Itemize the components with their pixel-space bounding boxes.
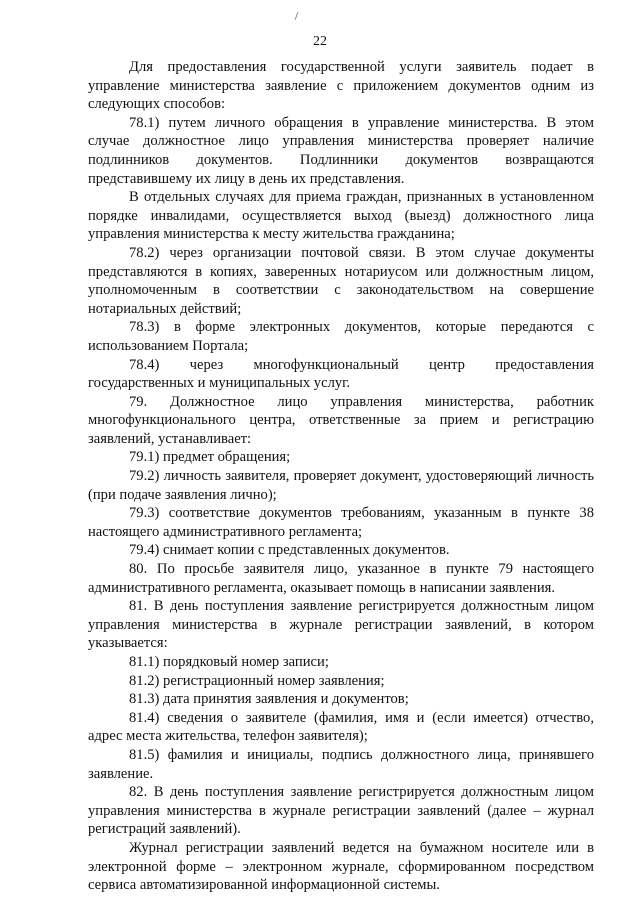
paragraph-79-1: 79.1) предмет обращения;: [129, 449, 291, 466]
paragraph-81-1: 81.1) порядковый номер записи;: [129, 654, 329, 670]
paragraph-78-2: 78.2) через организации почтовой связи. В этом случае документы представляются в копиях, заверенных нотариусом или должностным лицом, уполномоченным в соответствии с законодательством на совершение нотариальных действий;: [88, 244, 594, 317]
paragraph-81-4: 81.4) сведения о заявителе (фамилия, имя и (если имеется) отчество, адрес места жительства, телефон заявителя);: [88, 709, 594, 745]
paragraph-81-3: 81.3) дата принятия заявления и документов;: [129, 691, 409, 708]
paragraph-81-5: 81.5) фамилия и инициалы, подпись должностного лица, принявшего заявление.: [88, 746, 594, 782]
paragraph-78-1: 78.1) путем личного обращения в управление министерства. В этом случае должностное лицо управления министерства проверяет наличие подлинников документов. Подлинники документов возвращаются представившему их лицу в день их представления.: [88, 114, 594, 187]
page-number: 22: [313, 34, 327, 49]
paragraph-79-2: 79.2) личность заявителя, проверяет документ, удостоверяющий личность (при подаче заявления лично);: [88, 468, 594, 503]
paragraph-81: 81. В день поступления заявление регистрируется должностным лицом управления министерства в журнале регистрации заявлений, в котором указывается:: [88, 598, 594, 652]
paragraph-78-1-disabled: В отдельных случаях для приема граждан, признанных в установленном порядке инвалидами, осуществляется выход (выезд) должностного лица управления министерства к месту жительства гражданина;: [88, 189, 594, 243]
paragraph-78-4: 78.4) через многофункциональный центр предоставления государственных и муниципальных услуг.: [88, 356, 594, 392]
paragraph-intro: Для предоставления государственной услуги заявитель подает в управление министерства заявление с приложением документов одним из следующих способов:: [88, 59, 594, 113]
scan-mark: [295, 12, 299, 20]
paragraph-80: 80. По просьбе заявителя лицо, указанное в пункте 79 настоящего административного регламента, оказывает помощь в написании заявления.: [88, 561, 594, 596]
paragraph-78-3: 78.3) в форме электронных документов, которые передаются с использованием Портала;: [88, 319, 594, 354]
paragraph-79: 79. Должностное лицо управления министерства, работник многофункционального центра, ответственные за прием и регистрацию заявлений, устанавливает:: [88, 393, 594, 447]
paragraph-81-2: 81.2) регистрационный номер заявления;: [129, 672, 385, 689]
paragraph-79-4: 79.4) снимает копии с представленных документов.: [129, 542, 450, 559]
paragraph-82: 82. В день поступления заявление регистрируется должностным лицом управления министерства в журнале регистрации заявлений (далее – журнал регистраций заявлений).: [88, 784, 594, 838]
paragraph-79-3: 79.3) соответствие документов требованиям, указанным в пункте 38 настоящего административного регламента;: [88, 505, 594, 540]
document-body: [88, 58, 594, 895]
paragraph-journal: Журнал регистрации заявлений ведется на бумажном носителе или в электронной форме – электронном журнале, сформированном посредством сервиса автоматизированной информационной системы.: [88, 839, 594, 894]
